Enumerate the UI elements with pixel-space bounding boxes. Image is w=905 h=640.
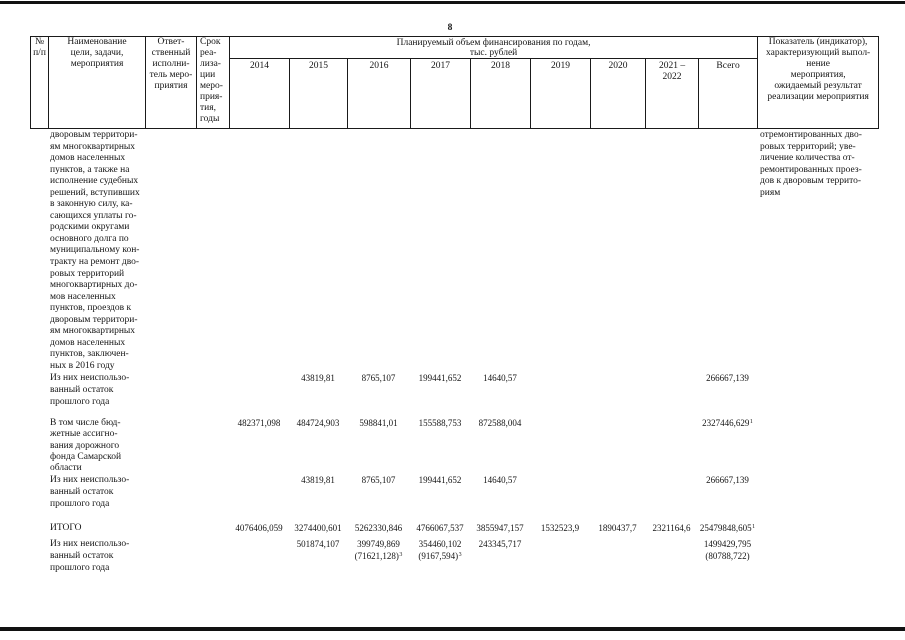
header-indicator: Показатель (индикатор), характеризующий выпол- нение мероприятия, ожидаемый результат реализации мероприятия bbox=[758, 37, 879, 129]
row-label: Из них неиспользо- ванный остаток прошлого года bbox=[50, 539, 130, 573]
row-label: Из них неиспользо- ванный остаток прошлого года bbox=[50, 373, 130, 407]
value-2016: 598841,01 bbox=[359, 418, 398, 428]
row-label: В том числе бюд- жетные ассигно- вания дорожного фонда Самарской области bbox=[50, 418, 122, 474]
header-number: № п/п bbox=[31, 37, 49, 129]
value-2015: 3274400,601 bbox=[294, 523, 342, 533]
value-total: 266667,139 bbox=[706, 475, 749, 485]
value-2017: 4766067,537 bbox=[416, 523, 464, 533]
table-row bbox=[0, 538, 905, 598]
value-total bbox=[698, 522, 757, 534]
table-row bbox=[0, 418, 905, 478]
header-year-2021-2022: 2021 – 2022 bbox=[646, 59, 699, 129]
value-2017: 199441,652 bbox=[418, 373, 462, 383]
adjustment-text: (9167,594) bbox=[418, 551, 459, 561]
page-number: 8 bbox=[447, 23, 453, 33]
footnote-mark: 1 bbox=[752, 524, 756, 530]
value-total-amount: 25479848,605 bbox=[699, 523, 752, 533]
value-total bbox=[698, 538, 757, 562]
value-2018: 872588,004 bbox=[478, 418, 522, 428]
header-name: Наименование цели, задачи, мероприятия bbox=[49, 37, 146, 129]
value-2018: 3855947,157 bbox=[476, 523, 524, 533]
value-2015: 43819,81 bbox=[301, 475, 335, 485]
continuation-indicator-text: отремонтированных дво- ровых территорий; уве- личение количества от- ремонтированных проез- дов к дворовым террито- риям bbox=[760, 130, 862, 198]
value-2016-adjustment bbox=[347, 550, 410, 562]
footnote-mark: 3 bbox=[458, 552, 462, 558]
value-2019: 1532523,9 bbox=[540, 523, 580, 533]
value-2017 bbox=[410, 538, 470, 562]
value-total-adjustment: (80788,722) bbox=[705, 551, 750, 561]
value-total-amount: 2327446,629 bbox=[702, 418, 750, 428]
value-2016-amount: 399749,869 bbox=[357, 539, 400, 549]
value-2017-adjustment bbox=[410, 550, 470, 562]
value-2016: 8765,107 bbox=[361, 373, 396, 383]
value-2018: 14640,57 bbox=[483, 373, 517, 383]
value-2016 bbox=[347, 538, 410, 562]
value-2014: 482371,098 bbox=[237, 418, 281, 428]
continuation-name-text: дворовым территори- ям многоквартирных домов населенных пунктов, а также на исполнение судебных решений, вступивших в законную силу, ка- сающихся уплаты го- родскими округами основного долга по муниципальному кон- тракту на ремонт дво- ровых территорий многоквартирных до- мов населенных пунктов, проездов к дворовым территори- ям многоквартирных домов населенных пунктов, заключен- ных в 2016 году bbox=[50, 130, 140, 371]
value-2021-2022: 2321164,6 bbox=[652, 523, 691, 533]
row-label: ИТОГО bbox=[50, 523, 82, 533]
value-2015: 43819,81 bbox=[301, 373, 335, 383]
value-2020: 1890437,7 bbox=[598, 523, 637, 533]
value-2018: 243345,717 bbox=[478, 539, 522, 549]
row-label: Из них неиспользо- ванный остаток прошлого года bbox=[50, 475, 130, 509]
header-year-2015: 2015 bbox=[290, 59, 348, 129]
value-2017: 199441,652 bbox=[418, 475, 462, 485]
value-2017-amount: 354460,102 bbox=[418, 539, 462, 549]
value-2016: 5262330,846 bbox=[354, 523, 403, 533]
value-2018: 14640,57 bbox=[483, 475, 517, 485]
value-total-amount: 1499429,795 bbox=[703, 539, 752, 549]
table-header bbox=[30, 36, 879, 129]
bottom-rule bbox=[0, 627, 905, 631]
header-financing: Планируемый объем финансирования по годам, тыс. рублей bbox=[230, 37, 758, 59]
header-year-2019: 2019 bbox=[531, 59, 591, 129]
adjustment-text: (71621,128) bbox=[354, 551, 399, 561]
header-responsible: Ответ- ственный исполни- тель меро- приятия bbox=[146, 37, 197, 129]
header-year-2017: 2017 bbox=[411, 59, 471, 129]
value-2014: 4076406,059 bbox=[235, 523, 283, 533]
header-year-2020: 2020 bbox=[591, 59, 646, 129]
header-year-2016: 2016 bbox=[348, 59, 411, 129]
footnote-mark: 3 bbox=[399, 552, 403, 558]
header-total: Всего bbox=[699, 59, 758, 129]
value-2016: 8765,107 bbox=[361, 475, 396, 485]
value-total: 266667,139 bbox=[706, 373, 749, 383]
value-2017: 155588,753 bbox=[418, 418, 462, 428]
header-term: Срок реа- лиза- ции меро- прия- тия, годы bbox=[197, 37, 230, 129]
header-year-2018: 2018 bbox=[471, 59, 531, 129]
header-year-2014: 2014 bbox=[230, 59, 290, 129]
footnote-mark: 1 bbox=[749, 419, 753, 425]
value-total bbox=[698, 418, 757, 429]
value-2015: 501874,107 bbox=[296, 539, 340, 549]
top-rule bbox=[0, 1, 905, 4]
value-2015: 484724,903 bbox=[296, 418, 340, 428]
